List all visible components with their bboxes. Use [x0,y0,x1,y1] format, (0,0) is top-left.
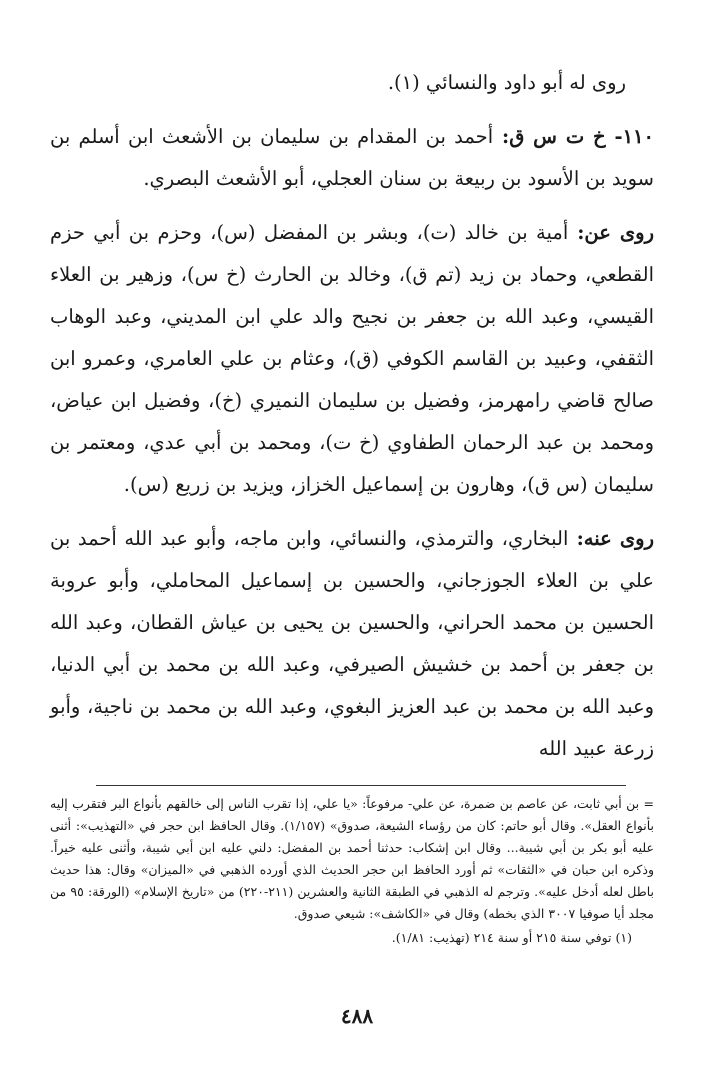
footnote-1: (١) توفي سنة ٢١٥ أو سنة ٢١٤ (تهذيب: ١/٨١). [391,930,632,945]
narrated-by-label: روى عنه: [568,527,654,550]
footnote-divider [96,785,626,786]
biography-entry [50,116,654,200]
intro-line: روى له أبو داود والنسائي (١). [387,71,626,94]
entry-number-and-symbols: ١١٠- خ ت س ق: [493,125,654,148]
page-number: ٤٨٨ [340,1004,374,1028]
narrated-from-text: أمية بن خالد (ت)، وبشر بن المفضل (س)، وحزم بن أبي حزم القطعي، وحماد بن زيد (تم ق)، وخالد بن الحارث (خ س)، وزهير بن العلاء القيسي، وعبد الله بن جعفر بن نجيح والد علي ابن المديني، وعبد الوهاب الثقفي، وعبيد بن القاسم الكوفي (ق)، وعثام بن علي العامري، وعمرو ابن صالح قاضي رامهرمز، وفضيل بن سليمان النميري (خ)، وفضيل ابن عياض، ومحمد بن عبد الرحمان الطفاوي (خ ت)، ومحمد بن أبي عدي، ومعتمر بن سليمان (س ق)، وهارون بن إسماعيل الخزاز، ويزيد بن زريع (س). [50,221,654,496]
narrated-from-label: روى عن: [568,221,654,244]
narrated-by-paragraph [50,518,654,770]
footnotes [50,793,654,949]
narrated-by-text: البخاري، والترمذي، والنسائي، وابن ماجه، وأبو عبد الله أحمد بن علي بن العلاء الجوزجاني، والحسين بن إسماعيل المحاملي، وأبو عروبة الحسين بن محمد الحراني، والحسين بن يحيى بن عياش القطان، وعبد الله بن جعفر بن أحمد بن خشيش الصيرفي، وعبد الله بن محمد بن أبي الدنيا، وعبد الله بن محمد بن عبد العزيز البغوي، وعبد الله بن محمد بن ناجية، وأبو زرعة عبيد الله [50,527,654,760]
entry-name: أحمد بن المقدام بن سليمان بن الأشعث ابن أسلم بن سويد بن الأسود بن ربيعة بن سنان العجلي، أبو الأشعث البصري. [50,125,654,190]
narrated-from-paragraph [50,212,654,506]
main-text [50,62,654,770]
footnote-continued: = بن أبي ثابت، عن عاصم بن ضمرة، عن علي- مرفوعاً: «يا علي، إذا تقرب الناس إلى خالقهم بأنواع البر فتقرب إليه بأنواع العقل». وقال أبو حاتم: كان من رؤساء الشيعة، صدوق» (١/١٥٧). وقال الحافظ ابن حجر في «التهذيب»: أثنى عليه أبو بكر بن أبي شيبة... وقال ابن إشكاب: حدثنا أحمد بن المفضل: دلني عليه ابن أبي شيبة، وأثنى عليه خيراً. وذكره ابن حبان في «الثقات» ثم أورد الحافظ ابن حجر الحديث الذي أورده الذهبي في «الميزان» وقال: هذا حديث باطل لعله أدخل عليه». وترجم له الذهبي في الطبقة الثانية والعشرين (٢١١-٢٢٠) من «تاريخ الإسلام» (الورقة: ٩٥ من مجلد أيا صوفيا ٣٠٠٧ الذي بخطه) وقال في «الكاشف»: شيعي صدوق. [50,796,655,921]
